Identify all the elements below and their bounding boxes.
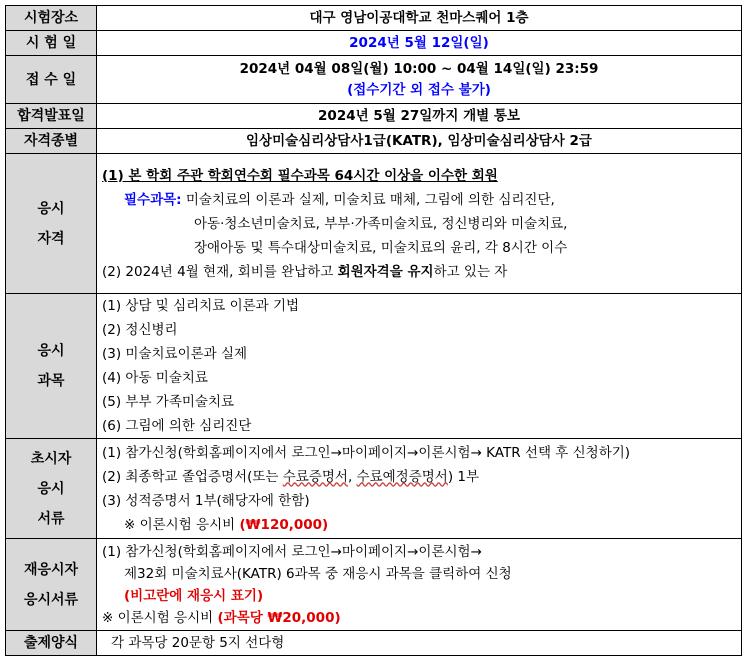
subjects-header-line2: 과목: [37, 373, 65, 389]
exam-date-header: 시 험 일: [6, 31, 97, 56]
first-docs-fee: ※ 이론시험 응시비 (₩120,000): [124, 516, 329, 533]
first-docs-item-1: (1) 참가신청(학회홈페이지에서 로그인→마이페이지→이론시험→ KATR 선택 후 신청하기): [102, 444, 631, 461]
registration-value: 2024년 04월 08일(월) 10:00 ~ 04월 14일(일) 23:59: [239, 60, 599, 77]
retake-docs-header-line2: 응시서류: [23, 591, 79, 608]
registration-cell: [97, 56, 742, 104]
eligibility-item-2: (2) 2024년 4월 현재, 회비를 완납하고 회원자격을 유지하고 있는 자: [102, 263, 508, 280]
required-subjects-line-1: 미술치료의 이론과 실제, 미술치료 매체, 그림에 의한 심리진단,: [181, 191, 555, 208]
subject-item: (2) 정신병리: [102, 322, 178, 338]
eligibility-header-line2: 자격: [37, 230, 65, 247]
announce-header: 합격발표일: [6, 104, 97, 129]
required-subjects-line-3: 장애아동 및 특수대상미술치료, 미술치료의 윤리, 각 8시간 이수: [194, 239, 568, 256]
subjects-cell: [97, 294, 742, 439]
registration-note: (접수기간 외 접수 불가): [347, 81, 491, 98]
subject-item: (6) 그림에 의한 심리진단: [102, 418, 252, 434]
first-docs-header-line2: 응시: [37, 480, 65, 497]
announce-value: 2024년 5월 27일까지 개별 통보: [97, 104, 742, 129]
first-docs-item-2: (2) 최종학교 졸업증명서(또는 수료증명서, 수료예정증명서) 1부: [102, 468, 480, 485]
subject-item: (5) 부부 가족미술치료: [102, 394, 235, 410]
retake-docs-note: (비고란에 재응시 표기): [124, 587, 264, 604]
required-subjects-line-2: 아동·청소년미술치료, 부부·가족미술치료, 정신병리와 미술치료,: [194, 215, 568, 232]
registration-header: 접 수 일: [6, 56, 97, 104]
subjects-header-line1: 응시: [37, 343, 65, 359]
subject-item: (1) 상담 및 심리치료 이론과 기법: [102, 298, 300, 314]
first-docs-item-3: (3) 성적증명서 1부(해당자에 한함): [102, 492, 310, 509]
grade-value: 임상미술심리상담사1급(KATR), 임상미술심리상담사 2급: [97, 129, 742, 154]
retake-docs-header: [6, 539, 97, 631]
required-subjects-label: 필수과목:: [124, 191, 182, 208]
venue-header: 시험장소: [6, 6, 97, 31]
eligibility-item-1: (1) 본 학회 주관 학회연수회 필수과목 64시간 이상을 이수한 회원: [102, 167, 498, 184]
format-header: 출제양식: [6, 631, 97, 656]
first-docs-header-line1: 초시자: [30, 450, 72, 467]
exam-date-value: 2024년 5월 12일(일): [97, 31, 742, 56]
first-docs-header-line3: 서류: [37, 510, 65, 527]
retake-docs-item-1-line-2: 제32회 미술치료사(KATR) 6과목 중 재응시 과목을 클릭하여 신청: [124, 565, 512, 582]
eligibility-header: [6, 154, 97, 294]
venue-value: 대구 영남이공대학교 천마스퀘어 1층: [97, 6, 742, 31]
eligibility-cell: [97, 154, 742, 294]
subject-item: (4) 아동 미술치료: [102, 370, 208, 386]
subject-item: (3) 미술치료이론과 실제: [102, 346, 248, 362]
retake-docs-item-1-line-1: (1) 참가신청(학회홈페이지에서 로그인→마이페이지→이론시험→: [102, 543, 482, 560]
retake-docs-cell: [97, 539, 742, 631]
format-value: 각 과목당 20문항 5지 선다형: [97, 631, 742, 656]
first-docs-header: [6, 439, 97, 539]
exam-info-table: [5, 5, 742, 656]
retake-docs-fee: ※ 이론시험 응시비 (과목당 ₩20,000): [102, 609, 341, 626]
grade-header: 자격종별: [6, 129, 97, 154]
first-docs-cell: [97, 439, 742, 539]
retake-docs-header-line1: 재응시자: [23, 561, 79, 578]
eligibility-header-line1: 응시: [37, 200, 65, 217]
subjects-header: [6, 294, 97, 439]
